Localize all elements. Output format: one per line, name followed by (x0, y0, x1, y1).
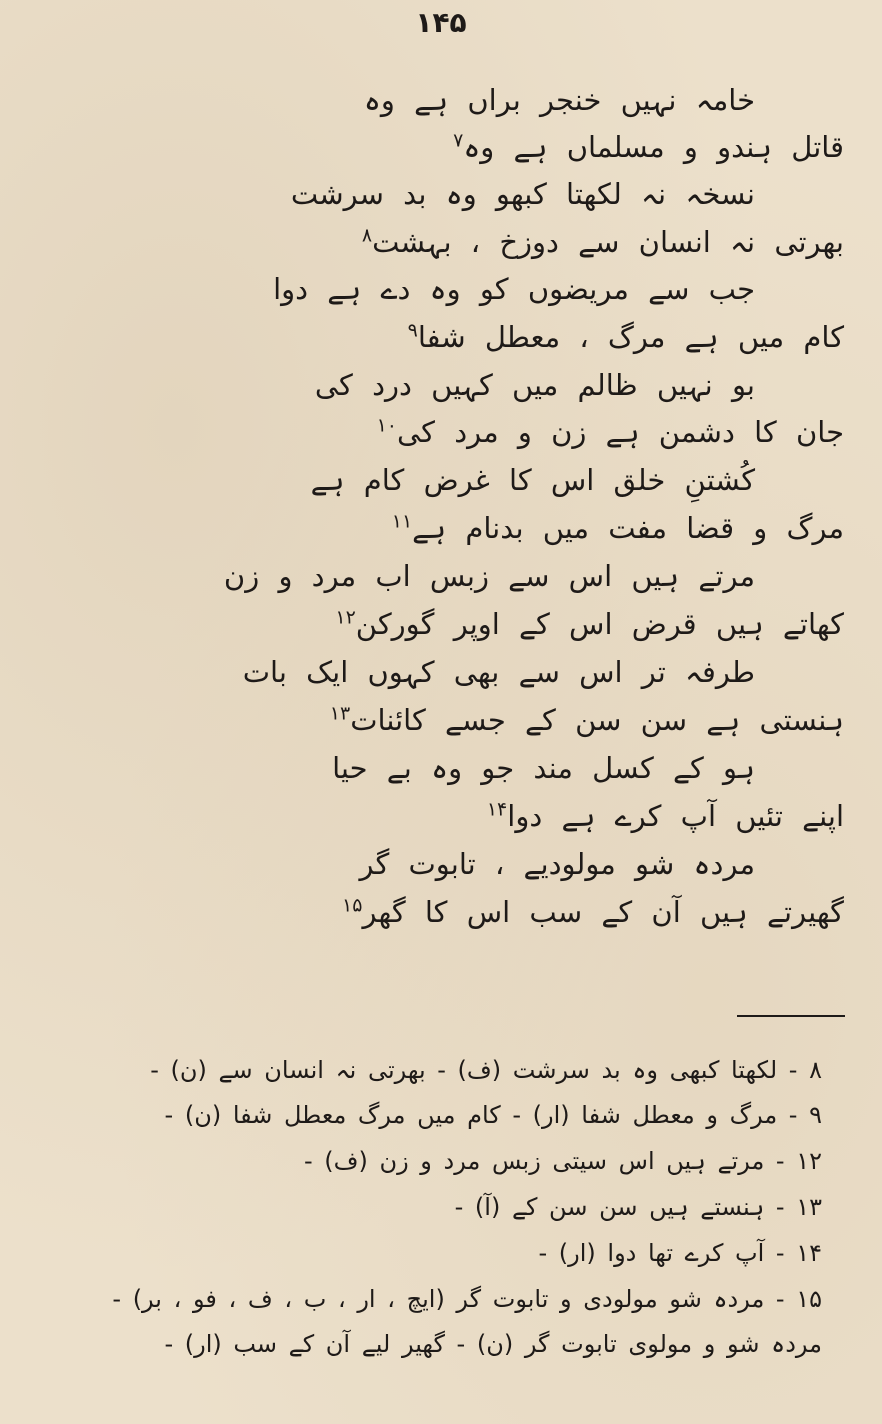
verse-text: گھیرتے ہیں آن کے سب اس کا گھر (362, 895, 844, 929)
note-marker: ۹ (407, 319, 418, 342)
verse-line (330, 700, 844, 740)
verse-line (392, 508, 844, 548)
verse-line (311, 460, 755, 500)
verse-text: طرفہ تر اس سے بھی کہوں ایک بات (242, 655, 755, 689)
verse-text: جان کا دشمن ہے زن و مرد کی (397, 415, 844, 449)
verse-line (273, 269, 755, 309)
verse-text: مردہ شو مولودیے ، تابوت گر (359, 847, 755, 881)
footnote-line: ۱۲ - مرتے ہیں اس سیتی زبس مرد و زن (ف) - (303, 1147, 822, 1175)
footnote-line: ۹ - مرگ و معطل شفا (ار) - کام میں مرگ معطل شفا (ن) - (164, 1101, 822, 1129)
note-marker: ۱۳ (329, 702, 351, 725)
footnote-line: مردہ شو و مولوی تابوت گر (ن) - گھیر لیے آن کے سب (ار) - (164, 1330, 822, 1358)
verse-text: بو نہیں ظالم میں کہیں درد کی (314, 368, 755, 402)
verse-text: مرگ و قضا مفت میں بدنام ہے (412, 511, 844, 545)
verse-line (408, 317, 844, 357)
verse-line (243, 652, 755, 692)
verse-line (342, 892, 844, 932)
note-marker: ۱۴ (486, 798, 508, 821)
verse-line (359, 844, 755, 884)
footnote-line: ۱۵ - مردہ شو مولودی و تابوت گر (ایچ ، ار ، ب ، ف ، فو ، بر) - (112, 1285, 822, 1313)
verse-line (332, 748, 755, 788)
verse-line (224, 556, 755, 596)
verse-text: ہنستی ہے سن سن کے جسے کائنات (350, 703, 844, 737)
verse-line (364, 80, 755, 120)
verse-text: کھاتے ہیں قرض اس کے اوپر گورکن (355, 607, 844, 641)
note-marker: ۸ (361, 224, 373, 247)
verse-text: مرتے ہیں اس سے زبس اب مرد و زن (223, 559, 755, 593)
verse-line (362, 222, 844, 262)
note-marker: ۱۵ (342, 894, 363, 917)
footnote-divider (737, 1015, 845, 1017)
verse-text: اپنے تئیں آپ کرے ہے دوا (507, 799, 844, 833)
note-marker: ۱۰ (376, 414, 397, 437)
footnote-line: ۱۴ - آپ کرے تھا دوا (ار) - (538, 1239, 822, 1267)
footnote-line: ۸ - لکھتا کبھی وہ بد سرشت (ف) - بھرتی نہ انسان سے (ن) - (150, 1056, 822, 1084)
verse-text: بھرتی نہ انسان سے دوزخ ، بہشت (372, 225, 844, 259)
note-marker: ۷ (453, 129, 464, 152)
verse-text: خامہ نہیں خنجر براں ہے وہ (363, 83, 755, 117)
verse-line (377, 412, 844, 452)
verse-line (487, 796, 844, 836)
note-marker: ۱۲ (335, 606, 356, 629)
verse-line (335, 604, 844, 644)
verse-line (315, 365, 755, 405)
verse-text: ہو کے کسل مند جو وہ بے حیا (332, 751, 755, 785)
verse-text: کام میں ہے مرگ ، معطل شفا (417, 320, 844, 354)
page-number: ۱۴۵ (415, 6, 467, 39)
verse-text: نسخہ نہ لکھتا کبھو وہ بد سرشت (290, 177, 755, 211)
footnote-line: ۱۳ - ہنستے ہیں سن سن کے (آ) - (454, 1193, 822, 1221)
verse-line (453, 127, 844, 167)
note-marker: ۱۱ (391, 510, 413, 533)
verse-text: قاتل ہندو و مسلماں ہے وہ (463, 130, 844, 164)
verse-line (291, 174, 755, 214)
verse-text: جب سے مریضوں کو وہ دے ہے دوا (273, 272, 755, 306)
verse-text: کُشتنِ خلق اس کا غرض کام ہے (310, 463, 755, 497)
